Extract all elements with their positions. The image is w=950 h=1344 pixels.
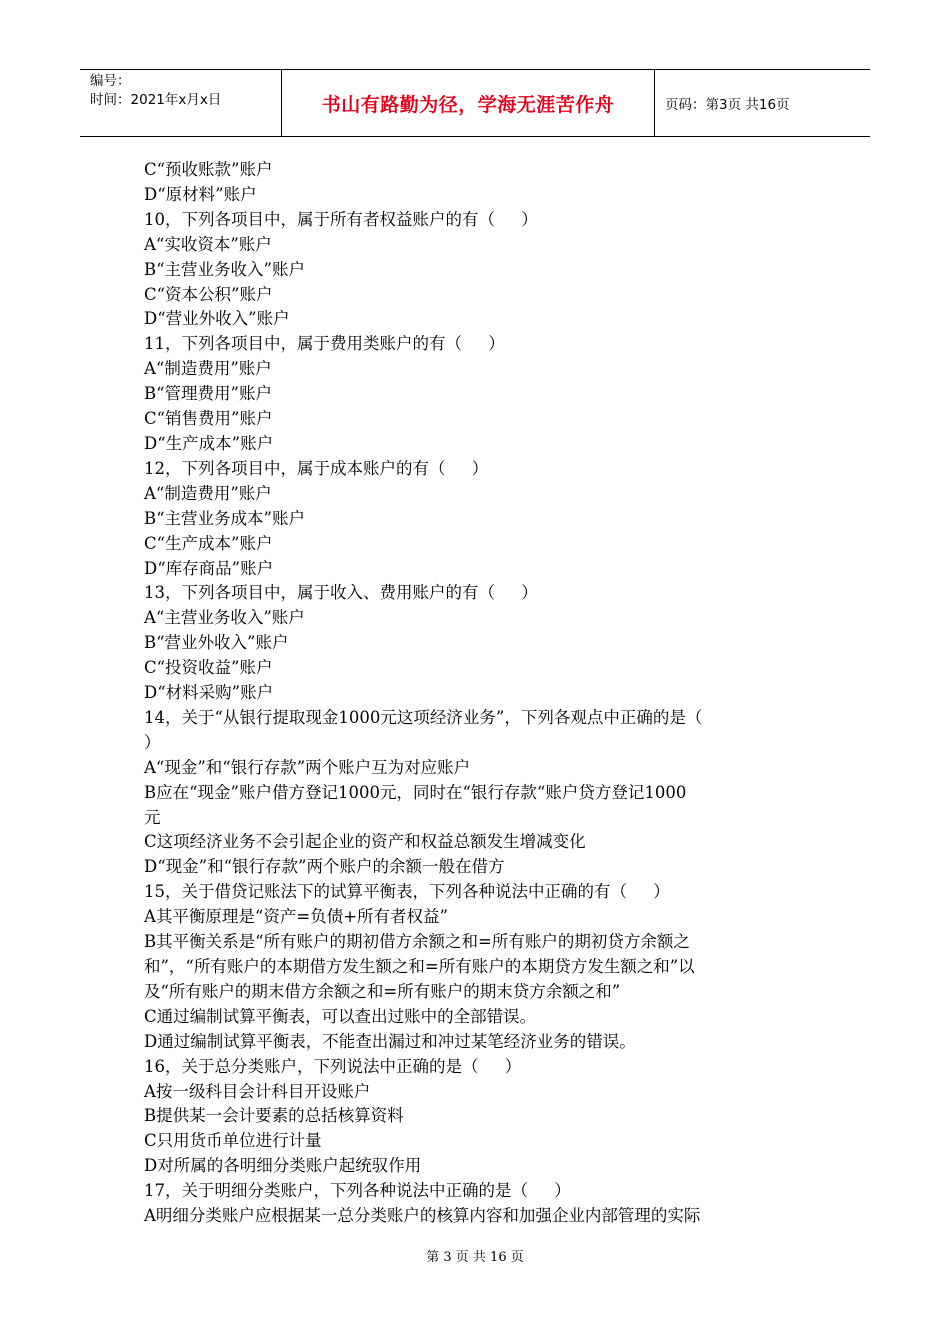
text-line: 12，下列各项目中，属于成本账户的有（ ）	[144, 458, 489, 478]
text-line: C只用货币单位进行计量	[144, 1131, 322, 1151]
page-header	[80, 69, 870, 137]
text-line: 13，下列各项目中，属于收入、费用账户的有（ ）	[144, 583, 538, 603]
text-line: C“生产成本”账户	[144, 533, 273, 553]
page-info-text: 页码：第3页 共16页	[665, 97, 790, 113]
page-footer	[0, 1246, 950, 1265]
text-line: A明细分类账户应根据某一总分类账户的核算内容和加强企业内部管理的实际	[144, 1206, 701, 1226]
text-line: C通过编制试算平衡表，可以查出过账中的全部错误。	[144, 1006, 537, 1026]
text-line: D通过编制试算平衡表，不能查出漏过和冲过某笔经济业务的错误。	[144, 1031, 636, 1051]
text-line: A“主营业务收入”账户	[144, 608, 305, 628]
text-line: C“预收账款”账户	[144, 160, 273, 179]
text-line: A“现金”和“银行存款”两个账户互为对应账户	[144, 757, 471, 777]
text-line: A“实收资本”账户	[144, 234, 272, 254]
text-line: A按一级科目会计科目开设账户	[144, 1081, 371, 1101]
text-line: 17，关于明细分类账户，下列各种说法中正确的是（ ）	[144, 1181, 571, 1201]
text-line: B“管理费用”账户	[144, 384, 272, 404]
text-line: B提供某一会计要素的总括核算资料	[144, 1106, 404, 1126]
text-line: D“材料采购”账户	[144, 683, 274, 703]
motto-text: 书山有路勤为径，学海无涯苦作舟	[321, 93, 615, 116]
text-line: A其平衡原理是“资产=负债+所有者权益”	[144, 907, 448, 927]
text-line: 14，关于“从银行提取现金1000元这项经济业务”，下列各观点中正确的是（	[144, 707, 703, 727]
header-motto-cell	[282, 70, 655, 136]
text-line: D“原材料”账户	[144, 184, 257, 204]
text-line: D“营业外收入”账户	[144, 309, 290, 329]
text-line: 和”，“所有账户的本期借方发生额之和=所有账户的本期贷方发生额之和”以	[144, 957, 695, 976]
text-line: 11，下列各项目中，属于费用类账户的有（ ）	[144, 334, 505, 354]
text-line: ）	[144, 732, 161, 752]
text-line: B其平衡关系是“所有账户的期初借方余额之和=所有账户的期初贷方余额之	[144, 932, 690, 952]
text-line: B应在“现金”账户借方登记1000元，同时在“银行存款“账户贷方登记1000	[144, 782, 687, 802]
text-line: D“生产成本”账户	[144, 433, 274, 453]
text-line: D对所属的各明细分类账户起统驭作用	[144, 1156, 422, 1176]
text-line: B“营业外收入”账户	[144, 633, 289, 653]
text-line: A“制造费用”账户	[144, 483, 272, 503]
text-line: A“制造费用”账户	[144, 359, 272, 379]
text-line: D“库存商品”账户	[144, 558, 274, 578]
text-line: B“主营业务成本”账户	[144, 508, 305, 528]
text-line: 15，关于借贷记账法下的试算平衡表，下列各种说法中正确的有（ ）	[144, 882, 670, 902]
footer-page-number: 第 3 页 共 16 页	[426, 1250, 524, 1265]
document-body	[144, 158, 812, 1229]
text-line: 16，关于总分类账户，下列说法中正确的是（ ）	[144, 1056, 522, 1076]
time-label: 时间：2021年x月x日	[90, 92, 222, 108]
text-line: C“投资收益”账户	[144, 658, 273, 678]
text-line: B“主营业务收入”账户	[144, 259, 305, 279]
text-line: C这项经济业务不会引起企业的资产和权益总额发生增减变化	[144, 832, 586, 852]
text-line: 元	[144, 807, 161, 827]
text-line: 10，下列各项目中，属于所有者权益账户的有（ ）	[144, 209, 538, 229]
text-line: D“现金”和“银行存款”两个账户的余额一般在借方	[144, 857, 505, 877]
number-label: 编号：	[90, 73, 131, 89]
text-line: C“销售费用”账户	[144, 409, 273, 429]
header-page-info	[655, 70, 870, 136]
header-meta	[80, 70, 282, 136]
text-line: C“资本公积”账户	[144, 284, 273, 304]
text-line: 及“所有账户的期末借方余额之和=所有账户的期末贷方余额之和”	[144, 981, 621, 1001]
